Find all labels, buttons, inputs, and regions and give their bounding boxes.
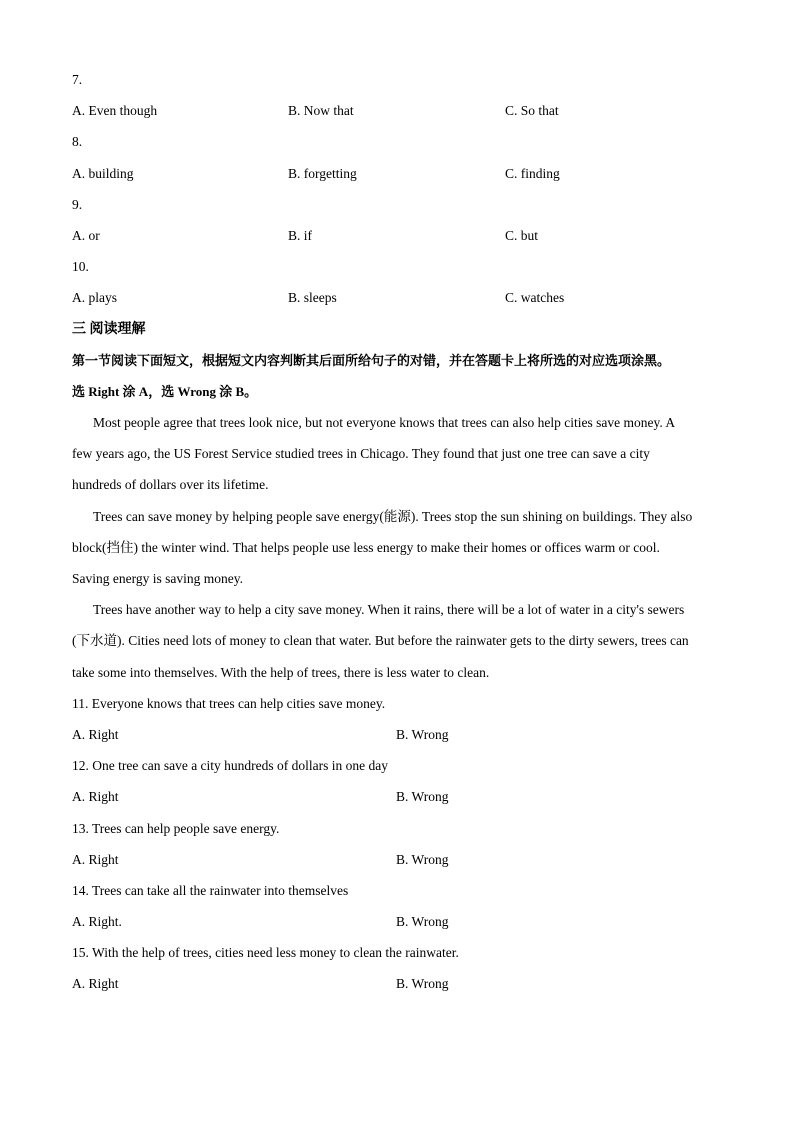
- option-9-a: A. or: [72, 227, 100, 243]
- question-number-8: 8.: [72, 134, 83, 150]
- question-15-option-b: B. Wrong: [396, 976, 449, 992]
- question-number-7: 7.: [72, 72, 83, 87]
- question-13-option-a: A. Right: [72, 851, 119, 867]
- option-8-b: B. forgetting: [288, 165, 357, 181]
- passage-p1-line-1: Most people agree that trees look nice, but not everyone knows that trees can also help cities save money. A: [93, 415, 676, 431]
- question-12-option-b: B. Wrong: [396, 789, 449, 805]
- options-row-8: [72, 158, 722, 189]
- option-7-c: C. So that: [505, 103, 559, 119]
- options-row-10: [72, 282, 722, 313]
- passage-p2-line-1: Trees can save money by helping people save energy(能源). Trees stop the sun shining on buildings. They also: [93, 508, 693, 524]
- question-13-options: [72, 844, 722, 875]
- passage-p1-line-3: hundreds of dollars over its lifetime.: [72, 477, 269, 493]
- passage-p3-line-2: (下水道). Cities need lots of money to clean that water. But before the rainwater gets to the dirty sewers, trees can: [72, 633, 689, 649]
- document-page: [72, 64, 722, 1000]
- question-number-10: 10.: [72, 259, 89, 275]
- question-14-stem: 14. Trees can take all the rainwater into themselves: [72, 882, 349, 898]
- question-12-options: [72, 781, 722, 812]
- option-10-b: B. sleeps: [288, 290, 337, 306]
- option-9-b: B. if: [288, 227, 313, 243]
- passage-p3-line-3: take some into themselves. With the help of trees, there is less water to clean.: [72, 664, 490, 680]
- question-12-option-a: A. Right: [72, 789, 119, 805]
- options-row-7: [72, 95, 722, 126]
- option-8-a: A. building: [72, 165, 134, 181]
- question-15-options: [72, 968, 722, 999]
- question-12-stem: 12. One tree can save a city hundreds of dollars in one day: [72, 758, 389, 774]
- section-instruction-1: 第一节阅读下面短文，根据短文内容判断其后面所给句子的对错，并在答题卡上将所选的对应选项涂黑。: [72, 352, 671, 368]
- option-8-c: C. finding: [505, 165, 560, 181]
- question-13-option-b: B. Wrong: [396, 851, 449, 867]
- question-13-stem: 13. Trees can help people save energy.: [72, 820, 280, 836]
- question-15-option-a: A. Right: [72, 976, 119, 992]
- question-number-9: 9.: [72, 196, 83, 212]
- option-10-a: A. plays: [72, 290, 117, 306]
- question-14-option-b: B. Wrong: [396, 914, 449, 930]
- passage-p2-line-2: block(挡住) the winter wind. That helps people use less energy to make their homes or offices warm or cool.: [72, 539, 660, 555]
- question-11-option-b: B. Wrong: [396, 726, 449, 742]
- option-7-b: B. Now that: [288, 103, 354, 119]
- question-15-stem: 15. With the help of trees, cities need less money to clean the rainwater.: [72, 945, 459, 961]
- option-10-c: C. watches: [505, 290, 565, 306]
- section-title: 三 阅读理解: [72, 321, 146, 337]
- passage-p1-line-2: few years ago, the US Forest Service studied trees in Chicago. They found that just one tree can save a city: [72, 446, 650, 462]
- passage-p2-line-3: Saving energy is saving money.: [72, 571, 243, 586]
- option-7-a: A. Even though: [72, 103, 158, 119]
- question-11-options: [72, 719, 722, 750]
- option-9-c: C. but: [505, 227, 539, 243]
- question-11-option-a: A. Right: [72, 726, 119, 742]
- options-row-9: [72, 220, 722, 251]
- passage-p3-line-1: Trees have another way to help a city save money. When it rains, there will be a lot of water in a city's sewers: [93, 602, 685, 618]
- question-14-option-a: A. Right.: [72, 914, 122, 930]
- section-instruction-2: 选 Right 涂 A，选 Wrong 涂 B。: [72, 383, 258, 399]
- question-14-options: [72, 906, 722, 937]
- question-11-stem: 11. Everyone knows that trees can help cities save money.: [72, 695, 386, 711]
